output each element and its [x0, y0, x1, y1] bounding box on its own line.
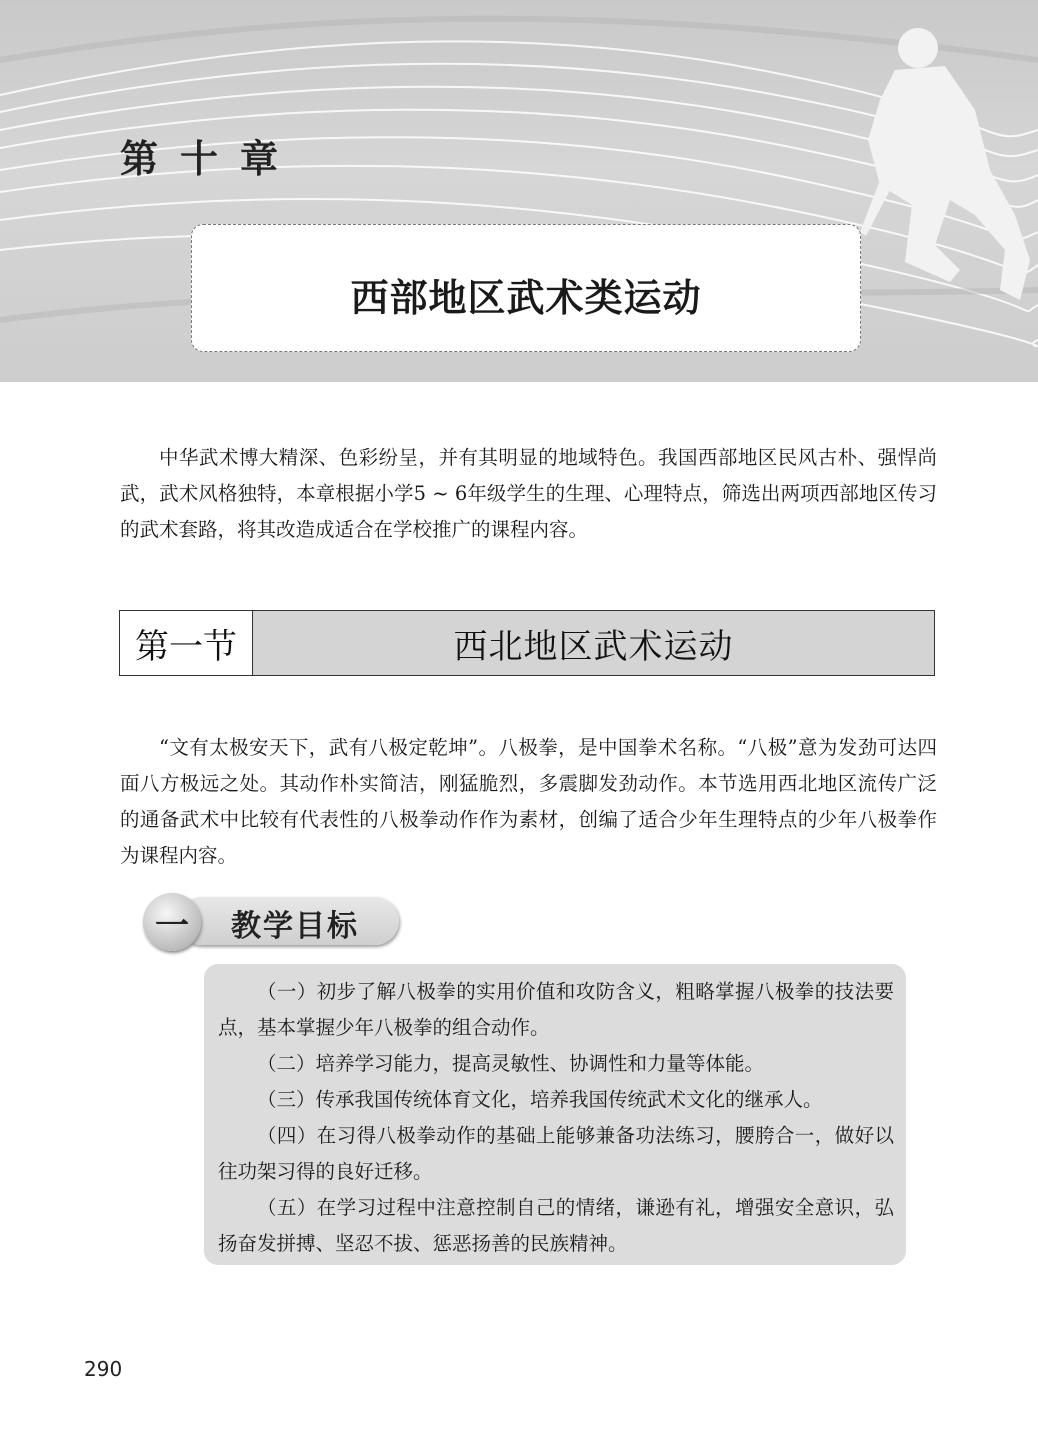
goal-item: （四）在习得八极拳动作的基础上能够兼备功法练习，腰胯合一，做好以往功架习得的良好迁移。 — [218, 1124, 894, 1183]
goal-item: （五）在学习过程中注意控制自己的情绪，谦逊有礼，增强安全意识，弘扬奋发拼搏、坚忍不拔、惩恶扬善的民族精神。 — [218, 1196, 894, 1255]
teaching-goals-box — [204, 964, 906, 1265]
section-title: 西北地区武术运动 — [253, 611, 934, 675]
chapter-title-box — [191, 224, 861, 352]
skater-silhouette-icon — [860, 28, 1030, 300]
goal-item: （一）初步了解八极拳的实用价值和攻防含义，粗略掌握八极拳的技法要点，基本掌握少年八极拳的组合动作。 — [218, 980, 894, 1039]
section-intro — [120, 730, 937, 874]
chapter-intro — [120, 440, 937, 548]
chapter-number: 第十章 — [120, 136, 301, 181]
intro-paragraph: 中华武术博大精深、色彩纷呈，并有其明显的地域特色。我国西部地区民风古朴、强悍尚武，武术风格独特，本章根据小学5 ~ 6年级学生的生理、心理特点，筛选出两项西部地区传习的武术套路，将其改造成适合在学校推广的课程内容。 — [120, 446, 937, 541]
teaching-goals-heading — [143, 893, 403, 953]
heading-text: 教学目标 — [231, 909, 359, 944]
heading-number-circle: 一 — [143, 893, 201, 951]
page-number: 290 — [84, 1357, 123, 1381]
chapter-banner — [0, 0, 1038, 382]
section-header — [119, 610, 935, 676]
goal-item: （二）培养学习能力，提高灵敏性、协调性和力量等体能。 — [257, 1052, 765, 1075]
section-intro-paragraph: “文有太极安天下，武有八极定乾坤”。八极拳，是中国拳术名称。“八极”意为发劲可达四面八方极远之处。其动作朴实简洁，刚猛脆烈，多震脚发劲动作。本节选用西北地区流传广泛的通备武术中比较有代表性的八极拳动作作为素材，创编了适合少年生理特点的少年八极拳作为课程内容。 — [120, 736, 937, 867]
chapter-title: 西部地区武术类运动 — [350, 275, 702, 320]
goal-item: （三）传承我国传统体育文化，培养我国传统武术文化的继承人。 — [257, 1088, 823, 1111]
section-number: 第一节 — [120, 611, 253, 675]
